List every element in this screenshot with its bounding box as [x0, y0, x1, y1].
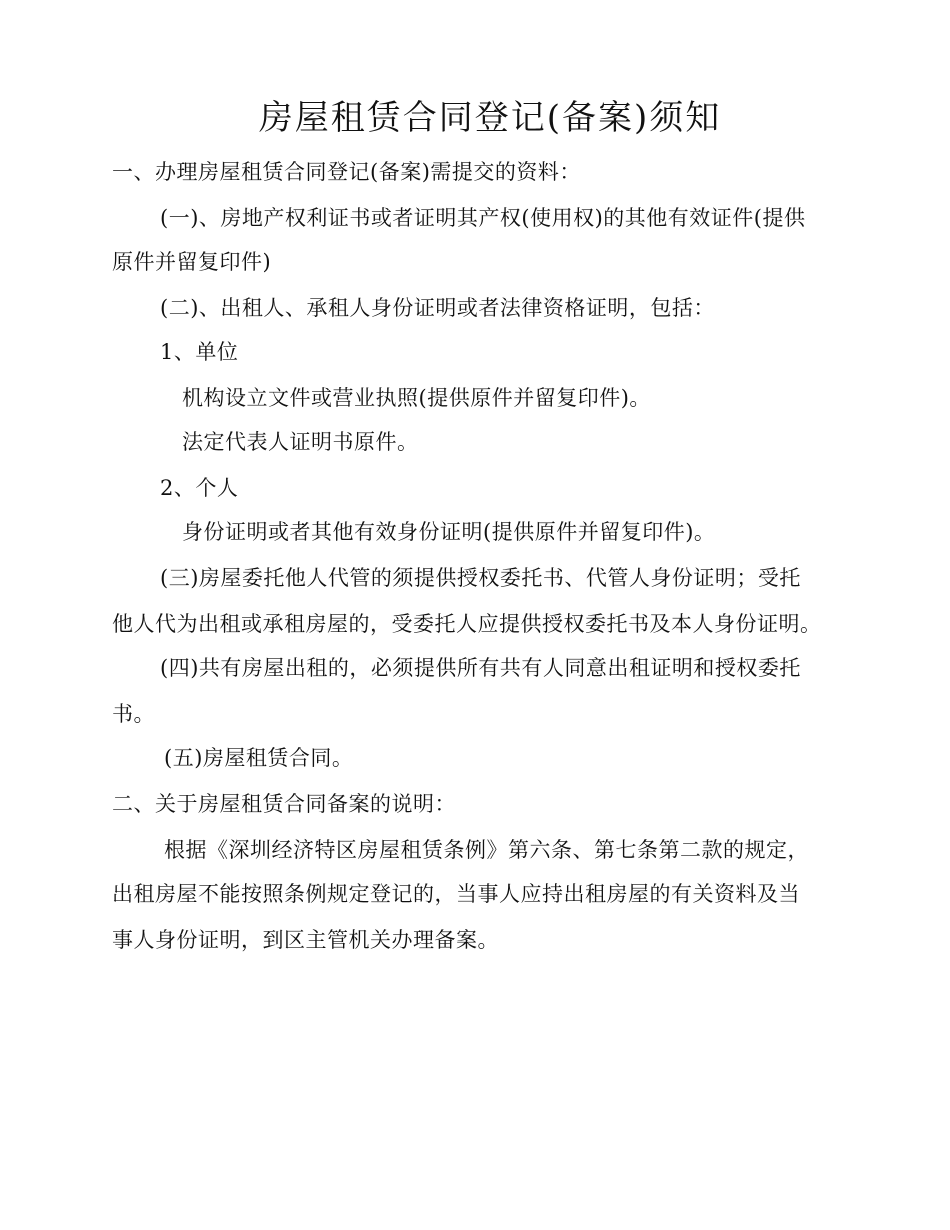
item-three-line-2: 他人代为出租或承租房屋的，受委托人应提供授权委托书及本人身份证明。 [112, 612, 822, 636]
item-one-line-1: (一)、房地产权利证书或者证明其产权(使用权)的其他有效证件(提供 [160, 206, 806, 230]
section-two-paragraph-line-1: 根据《深圳经济特区房屋租赁条例》第六条、第七条第二款的规定， [164, 838, 809, 862]
item-five-line: (五)房屋租赁合同。 [164, 746, 354, 770]
sub-item-unit: 1、单位 [160, 340, 239, 364]
individual-requirement: 身份证明或者其他有效身份证明(提供原件并留复印件)。 [182, 520, 716, 544]
sub-item-individual: 2、个人 [160, 476, 239, 500]
item-three-line-1: (三)房屋委托他人代管的须提供授权委托书、代管人身份证明；受托 [160, 566, 801, 590]
unit-requirement-2: 法定代表人证明书原件。 [182, 430, 419, 454]
item-four-line-2: 书。 [112, 702, 155, 726]
section-two-paragraph-line-3: 事人身份证明，到区主管机关办理备案。 [112, 928, 499, 952]
item-four-line-1: (四)共有房屋出租的，必须提供所有共有人同意出租证明和授权委托 [160, 656, 801, 680]
unit-requirement-1: 机构设立文件或营业执照(提供原件并留复印件)。 [182, 386, 651, 410]
document-title: 房屋租赁合同登记(备案)须知 [258, 98, 722, 138]
section-two-paragraph-line-2: 出租房屋不能按照条例规定登记的，当事人应持出租房屋的有关资料及当 [112, 882, 800, 906]
item-one-line-2: 原件并留复印件) [112, 250, 272, 274]
section-one-heading: 一、办理房屋租赁合同登记(备案)需提交的资料： [112, 160, 581, 184]
item-two-line: (二)、出租人、承租人身份证明或者法律资格证明，包括： [160, 296, 715, 320]
section-two-heading: 二、关于房屋租赁合同备案的说明： [112, 792, 456, 816]
